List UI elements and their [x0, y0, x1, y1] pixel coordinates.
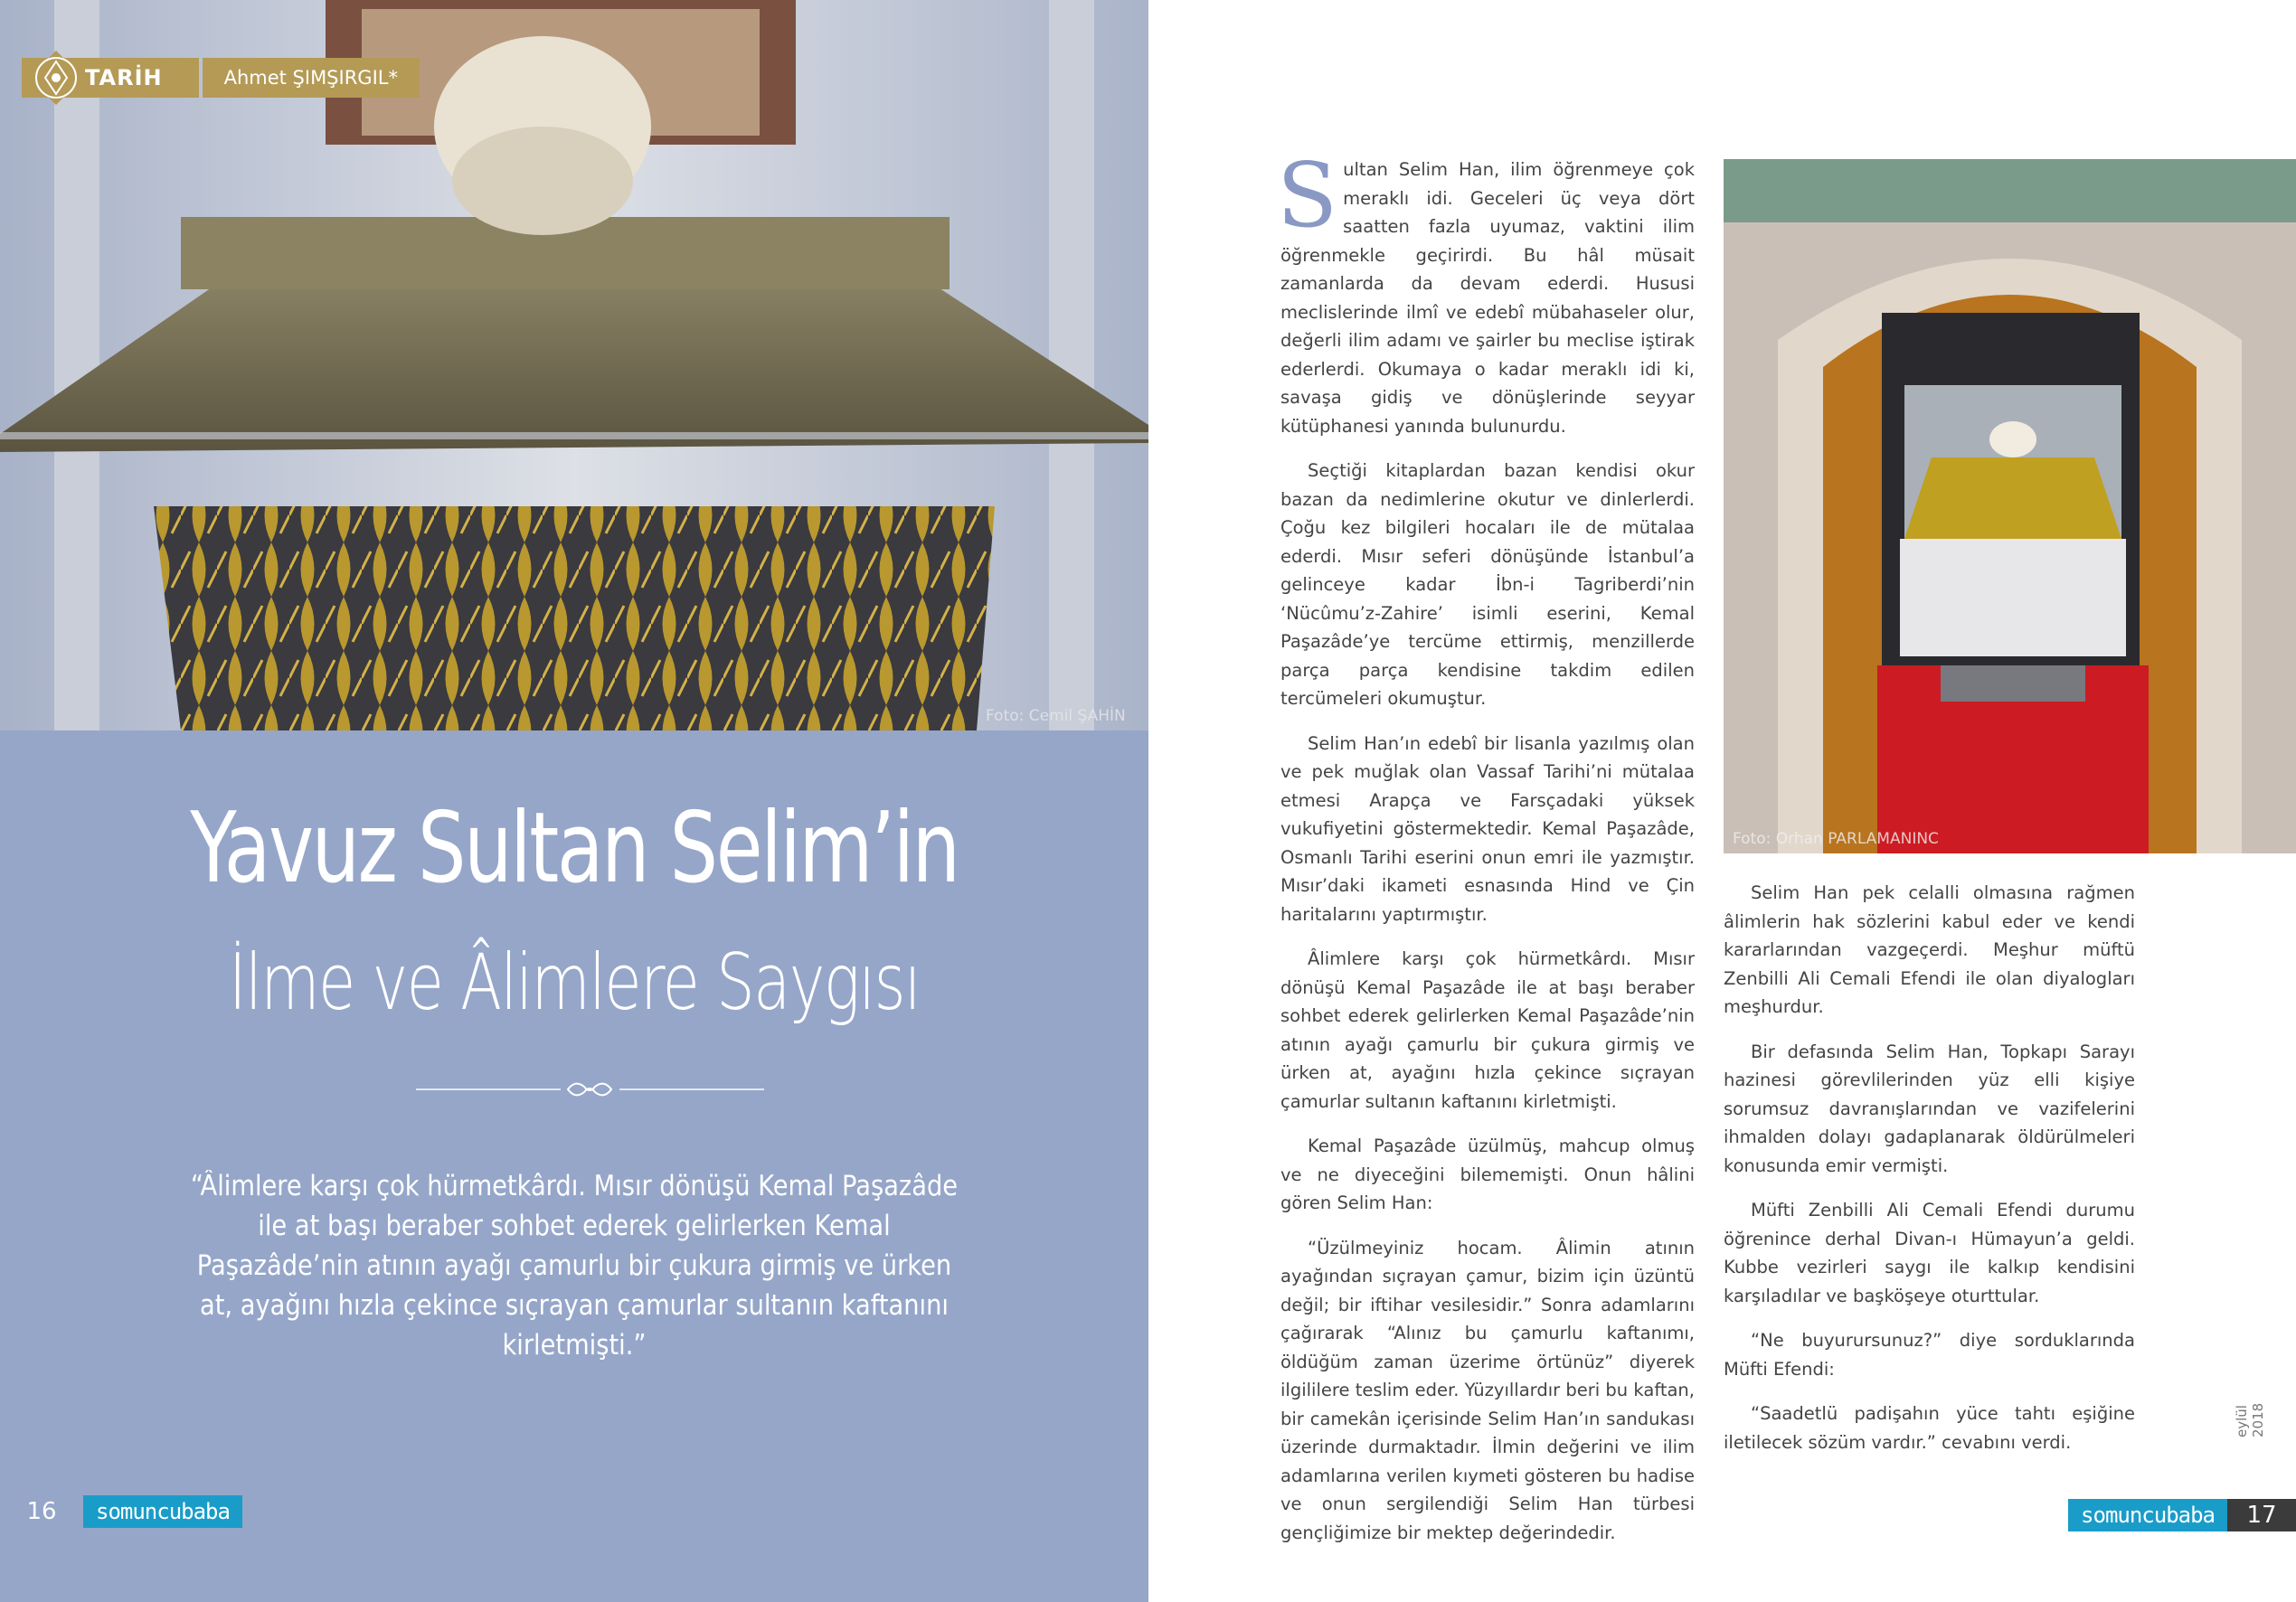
section-label: TARİH: [22, 58, 199, 98]
footer-left: [0, 1494, 242, 1530]
paragraph: Âlimlere karşı çok hürmetkârdı. Mısır dönüşü Kemal Paşazâde ile at başı beraber sohbet ederek gelirlerken Kemal Paşazâde’nin atının ayağı çamurlu bir çukura girmiş ve ürken at, ayağını hızla çekince sıçrayan çamurlar sultanın kaftanını kirletmişti.: [1280, 948, 1695, 1112]
paragraph: “Üzülmeyiniz hocam. Âlimin atının ayağından sıçrayan çamur, bizim için üzüntü değil; bir iftihar vesilesidir.” Sonra adamlarını çağırarak “Alınız bu çamurlu kaftanımı, öldüğüm zaman üzerime örtünüz” diyerek ilgililere teslim eder. Yüzyıllardır beri bu kaftan, bir camekân içerisinde Selim Han’ın sandukası üzerinde durmaktadır. İlmin değerini ve ilim adamlarına verilen kıymeti gösteren bu hadise ve onun sergilendiği Selim Han türbesi gençliğimize bir mektep değerindedir.: [1280, 1237, 1695, 1543]
tomb-photo: [1724, 159, 2296, 853]
kaftan-photo: [0, 0, 1148, 730]
paragraph: “Saadetlü padişahın yüce tahtı eşiğine iletilecek sözüm vardır.” cevabını verdi.: [1724, 1403, 2135, 1453]
brand-logo-right: somuncubaba: [2068, 1499, 2227, 1531]
drop-cap: S: [1277, 145, 1338, 248]
photo-credit-right: Foto: Orhan PARLAMANINC: [1733, 830, 1939, 848]
paragraph: Sultan Selim Han, ilim öğrenmeye çok meraklı idi. Geceleri üç veya dört saatten fazla uyumaz, vaktini ilim öğrenmekle geçirirdi. Bu hâl müsait zamanlarda da devam ederdi. Hususi meclislerinde ilmî ve edebî mübahaseler olur, değerli ilim adamı ve şairler bu meclise iştirak ederlerdi. Okumaya o kadar meraklı idi ki, savaşa gidiş ve dönüşlerinde seyyar kütüphanesi yanında bulunurdu.: [1277, 145, 1695, 437]
page-number-right: 17: [2227, 1499, 2296, 1531]
paragraph: Selim Han’ın edebî bir lisanla yazılmış olan ve pek muğlak olan Vassaf Tarihi’ni mütalaa etmesi Arapça ve Farsçadaki yüksek vukufiyetini göstermektedir. Kemal Paşazâde, Osmanlı Tarihi eserini onun emri ile yazmıştır. Mısır’daki ikameti esnasında Hind ve Çin haritalarını yaptırmıştır.: [1280, 732, 1695, 925]
article-title-line1: Yavuz Sultan Selim’in: [190, 792, 959, 905]
issue-date: eylül 2018: [2234, 1402, 2266, 1437]
footer-right: [2068, 1497, 2296, 1533]
article-title-line2: İlme ve Âlimlere Saygısı: [228, 938, 921, 1028]
ornament-icon: [27, 49, 85, 107]
author-name: Ahmet ŞIMŞIRGIL*: [203, 58, 420, 98]
paragraph: Kemal Paşazâde üzülmüş, mahcup olmuş ve ne diyeceğini bilememişti. Onun hâlini gören Selim Han:: [1280, 1136, 1695, 1213]
brand-logo-left: somuncubaba: [83, 1495, 242, 1528]
article-column-1: [1277, 145, 1695, 1563]
paragraph: Seçtiği kitaplardan bazan kendisi okur bazan da nedimlerine okutur ve dinlerlerdi. Çoğu kez bilgileri hocaları ile de mütalaa ederdi. Mısır seferi dönüşünde İstanbul’a gelinceye kadar İbn-i Tagriberdi’nin ‘Nücûmu’z-Zahire’ isimli eserini, Kemal Paşazâde’ye tercüme ettirmiş, menzillerde parça parça kendisine takdim edilen tercümeleri okumuştur.: [1280, 460, 1695, 709]
page-number-left: 16: [26, 1498, 57, 1525]
paragraph: Bir defasında Selim Han, Topkapı Sarayı hazinesi görevlilerinden yüz elli kişiye sorumsuz davranışlarından ve vazifelerini ihmalden dolayı gadaplanarak öldürülmeleri konusunda emir vermişti.: [1724, 1041, 2135, 1176]
article-column-2: [1724, 879, 2135, 1473]
photo-credit-left: Foto: Cemil ŞAHİN: [986, 707, 1126, 725]
title-divider: [416, 1076, 764, 1103]
section-tag: [0, 54, 420, 101]
paragraph: “Ne buyurursunuz?” diye sorduklarında Müfti Efendi:: [1724, 1330, 2135, 1380]
paragraph: Selim Han pek celalli olmasına rağmen âlimlerin hak sözlerini kabul eder ve kendi kararlarından vazgeçerdi. Meşhur müftü Zenbilli Ali Cemali Efendi ile olan diyalogları meşhurdur.: [1724, 882, 2135, 1017]
paragraph: Müfti Zenbilli Ali Cemali Efendi durumu öğrenince derhal Divan-ı Hümayun’a geldi. Kubbe vezirleri saygı ile kalkıp kendisini karşıladılar ve başköşeye oturttular.: [1724, 1200, 2135, 1306]
pull-quote: “Âlimlere karşı çok hürmetkârdı. Mısır dönüşü Kemal Paşazâde ile at başı beraber sohbet ederek gelirlerken Kemal Paşazâde’nin atının ayağı çamurlu bir çukura girmiş ve ürken at, ayağını hızla çekince sıçrayan çamurlar sultanın kaftanını kirletmişti.”: [190, 1170, 959, 1362]
